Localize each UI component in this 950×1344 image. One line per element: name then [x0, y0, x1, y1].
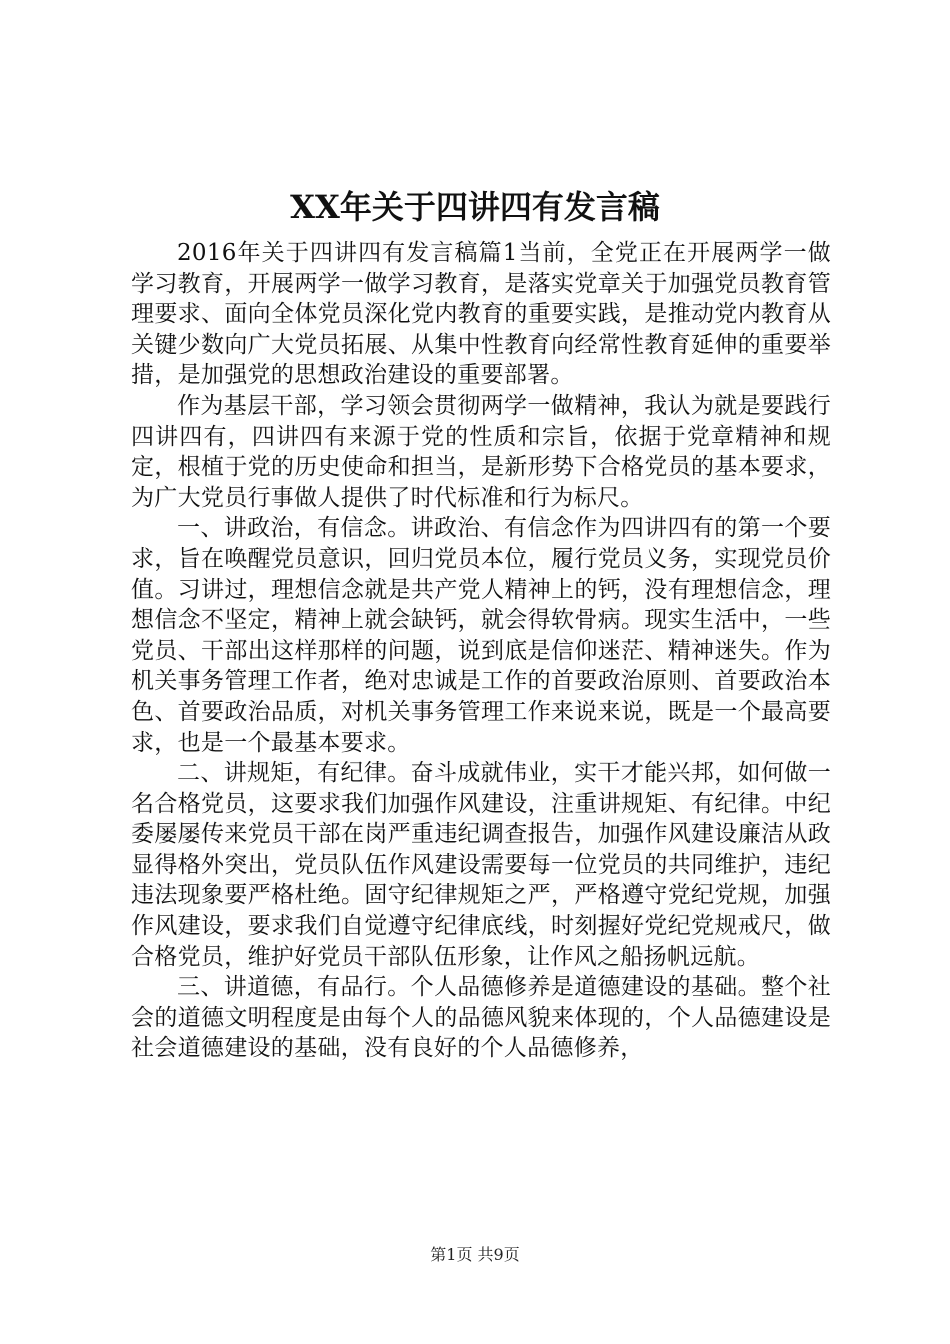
paragraph-politics: 一、讲政治，有信念。讲政治、有信念作为四讲四有的第一个要求，旨在唤醒党员意识，回归党员本位，履行党员义务，实现党员价值。习讲过，理想信念就是共产党人精神上的钙，没有理想信念，理想信念不坚定，精神上就会缺钙，就会得软骨病。现实生活中，一些党员、干部出这样那样的问题，说到底是信仰迷茫、精神迷失。作为机关事务管理工作者，绝对忠诚是工作的首要政治原则、首要政治本色、首要政治品质，对机关事务管理工作来说来说，既是一个最高要求，也是一个最基本要求。: [131, 515, 831, 756]
paragraph-rules: 二、讲规矩，有纪律。奋斗成就伟业，实干才能兴邦，如何做一名合格党员，这要求我们加强作风建设，注重讲规矩、有纪律。中纪委屡屡传来党员干部在岗严重违纪调查报告，加强作风建设廉洁从政显得格外突出，党员队伍作风建设需要每一位党员的共同维护，违纪违法现象要严格杜绝。固守纪律规矩之严，严格遵守党纪党规，加强作风建设，要求我们自觉遵守纪律底线，时刻握好党纪党规戒尺，做合格党员，维护好党员干部队伍形象，让作风之船扬帆远航。: [131, 760, 831, 970]
paragraph-morality: 三、讲道德，有品行。个人品德修养是道德建设的基础。整个社会的道德文明程度是由每个人的品德风貌来体现的，个人品德建设是社会道德建设的基础，没有良好的个人品德修养，: [131, 974, 831, 1062]
paragraph-intro: 2016年关于四讲四有发言稿篇1当前，全党正在开展两学一做学习教育，开展两学一做学习教育，是落实党章关于加强党员教育管理要求、面向全体党员深化党内教育的重要实践，是推动党内教育从关键少数向广大党员拓展、从集中性教育向经常性教育延伸的重要举措，是加强党的思想政治建设的重要部署。: [131, 240, 831, 389]
document-body: [131, 238, 831, 1064]
page-footer: 第1页 共9页: [430, 1245, 520, 1264]
document-title: XX年关于四讲四有发言稿: [290, 188, 660, 226]
paragraph-basic-cadre: 作为基层干部，学习领会贯彻两学一做精神，我认为就是要践行四讲四有，四讲四有来源于党的性质和宗旨，依据于党章精神和规定，根植于党的历史使命和担当，是新形势下合格党员的基本要求，为广大党员行事做人提供了时代标准和行为标尺。: [131, 392, 831, 511]
